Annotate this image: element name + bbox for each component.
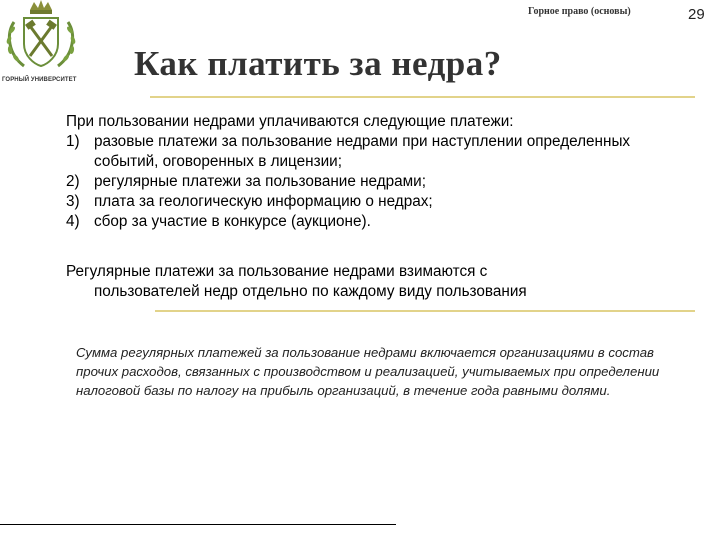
list-text: регулярные платежи за пользование недрами; <box>94 173 426 190</box>
payments-list <box>66 132 654 232</box>
tax-note: Сумма регулярных платежей за пользование недрами включается организациями в состав прочих расходов, связанных с производством и реализацией, учитываемых при определении налоговой базы по налогу на прибыль организаций, в течение года равными долями. <box>76 345 660 398</box>
section-divider <box>155 310 695 312</box>
page-title: Как платить за недра? <box>134 44 502 83</box>
regular-line-2: пользователей недр отдельно по каждому виду пользования <box>94 283 527 300</box>
page-number: 29 <box>688 6 705 23</box>
list-item <box>66 132 654 172</box>
footnote-line <box>0 524 396 525</box>
regular-payments-text <box>66 262 666 302</box>
list-item <box>66 212 654 232</box>
list-number: 4) <box>66 213 80 230</box>
list-item <box>66 172 654 192</box>
university-caption: ГОРНЫЙ УНИВЕРСИТЕТ <box>2 77 77 83</box>
regular-line-1: Регулярные платежи за пользование недрами взимаются с <box>66 263 488 280</box>
list-number: 3) <box>66 193 80 210</box>
list-item <box>66 192 654 212</box>
course-name: Горное право (основы) <box>528 6 631 17</box>
intro-text: При пользовании недрами уплачиваются следующие платежи: <box>66 113 514 130</box>
university-emblem <box>0 0 82 90</box>
list-number: 1) <box>66 133 80 150</box>
list-text: плата за геологическую информацию о недрах; <box>94 193 433 210</box>
list-text: сбор за участие в конкурсе (аукционе). <box>94 213 371 230</box>
emblem-icon <box>0 0 82 80</box>
list-number: 2) <box>66 173 80 190</box>
title-divider <box>150 96 695 98</box>
list-text: разовые платежи за пользование недрами при наступлении определенных событий, оговоренных в лицензии; <box>94 133 631 170</box>
